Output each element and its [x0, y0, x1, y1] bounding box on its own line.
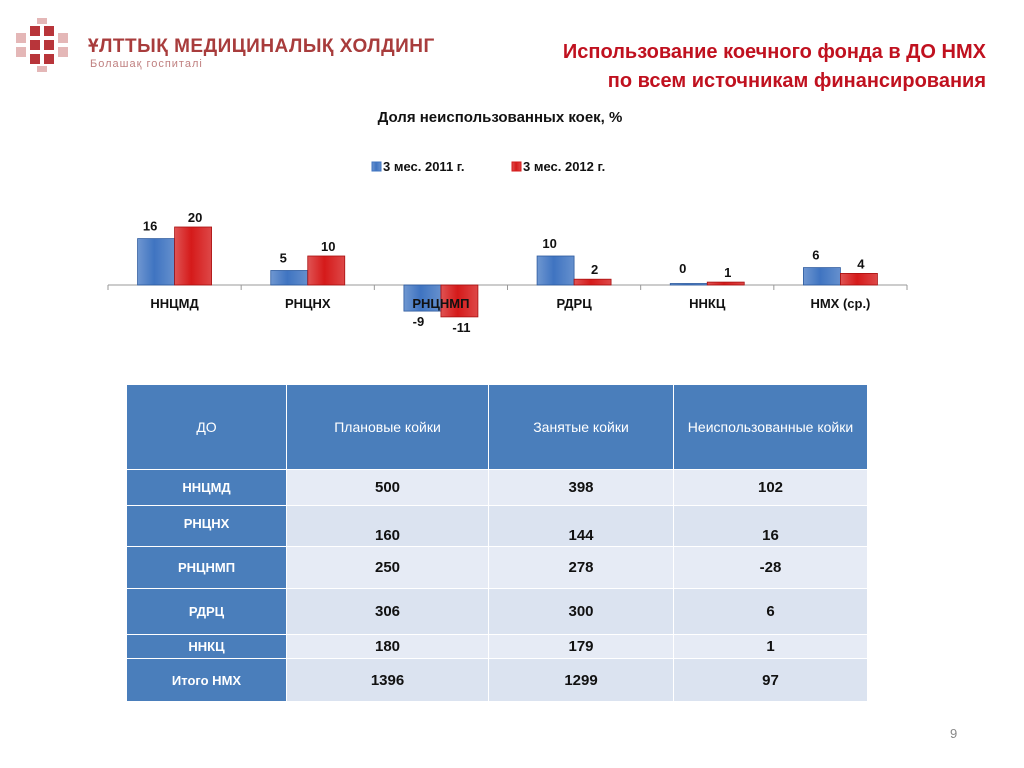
- bar-value-label: -9: [412, 314, 425, 330]
- legend-label-2: 3 мес. 2012 г.: [523, 159, 606, 174]
- header-do: ДО: [127, 385, 287, 470]
- bar-value-label: 10: [542, 236, 557, 251]
- category-label: РДРЦ: [556, 296, 592, 311]
- row-name: РНЦНХ: [127, 506, 287, 547]
- cell-planned: 306: [287, 589, 489, 635]
- category-label: НМХ (ср.): [810, 296, 871, 311]
- bar-2: [707, 282, 744, 285]
- logo-subtitle: Болашақ госпиталі: [90, 58, 203, 70]
- bar-2: [175, 227, 212, 285]
- cell-occupied: 144: [489, 506, 674, 547]
- logo-mark-icon: [8, 18, 78, 74]
- bar-value-label: -11: [452, 319, 471, 335]
- slide-title: [563, 38, 986, 96]
- cell-planned: 250: [287, 547, 489, 589]
- header-occupied: Занятые койки: [489, 385, 674, 470]
- bar-2: [308, 256, 345, 285]
- bar-value-label: 20: [187, 210, 203, 225]
- cell-planned: 500: [287, 470, 489, 506]
- category-label: РНЦНХ: [284, 296, 331, 311]
- beds-table: [126, 384, 868, 702]
- header-unused: Неиспользованные койки: [674, 385, 868, 470]
- header-planned: Плановые койки: [287, 385, 489, 470]
- table-row: [127, 659, 868, 702]
- bar-value-label: 0: [679, 261, 687, 276]
- category-label: ННКЦ: [689, 296, 726, 311]
- cell-occupied: 278: [489, 547, 674, 589]
- cell-planned: 1396: [287, 659, 489, 702]
- legend-label-1: 3 мес. 2011 г.: [383, 159, 465, 174]
- chart-title: Доля неиспользованных коек, %: [377, 109, 623, 126]
- cell-planned: 160: [287, 506, 489, 547]
- page-number: 9: [950, 726, 958, 741]
- row-name: РДРЦ: [127, 589, 287, 635]
- cell-unused: 6: [674, 589, 868, 635]
- bar-value-label: 5: [279, 250, 287, 266]
- slide-title-line2: по всем источникам финансирования: [607, 70, 986, 92]
- bar-value-label: 6: [812, 247, 820, 263]
- category-label: ННЦМД: [150, 296, 199, 311]
- row-name: ННЦМД: [127, 470, 287, 506]
- cell-unused: 97: [674, 659, 868, 702]
- bar-value-label: 1: [724, 265, 732, 281]
- cell-unused: 102: [674, 470, 868, 506]
- cell-occupied: 300: [489, 589, 674, 635]
- legend-swatch-2: [512, 162, 521, 171]
- cell-unused: 1: [674, 635, 868, 659]
- logo: [8, 18, 435, 74]
- logo-name: ҰЛТТЫҚ МЕДИЦИНАЛЫҚ ХОЛДИНГ: [88, 36, 435, 57]
- bar-value-label: 2: [590, 262, 599, 278]
- table-row: [127, 589, 868, 635]
- table-header-row: [127, 385, 868, 470]
- bar-1: [670, 284, 707, 286]
- bar-1: [537, 256, 574, 285]
- cell-planned: 180: [287, 635, 489, 659]
- table-row: [127, 635, 868, 659]
- cell-unused: 16: [674, 506, 868, 547]
- legend-swatch-1: [372, 162, 381, 171]
- row-name: Итого НМХ: [127, 659, 287, 702]
- bar-1: [138, 239, 175, 285]
- category-label: РНЦНМП: [412, 296, 470, 311]
- bar-value-label: 4: [857, 256, 865, 272]
- row-name: РНЦНМП: [127, 547, 287, 589]
- cell-occupied: 179: [489, 635, 674, 659]
- bar-1: [803, 268, 840, 285]
- bar-2: [840, 273, 877, 285]
- cell-occupied: 398: [489, 470, 674, 506]
- table-row: [127, 547, 868, 589]
- slide-title-line1: Использование коечного фонда в ДО НМХ: [562, 41, 986, 63]
- bar-chart: [0, 150, 1024, 350]
- table-row: [127, 470, 868, 506]
- cell-unused: -28: [674, 547, 868, 589]
- table-row: [127, 506, 868, 547]
- bar-2: [574, 279, 611, 285]
- bar-1: [271, 271, 308, 286]
- cell-occupied: 1299: [489, 659, 674, 702]
- bar-value-label: 16: [142, 218, 158, 234]
- row-name: ННКЦ: [127, 635, 287, 659]
- bar-value-label: 10: [321, 239, 336, 254]
